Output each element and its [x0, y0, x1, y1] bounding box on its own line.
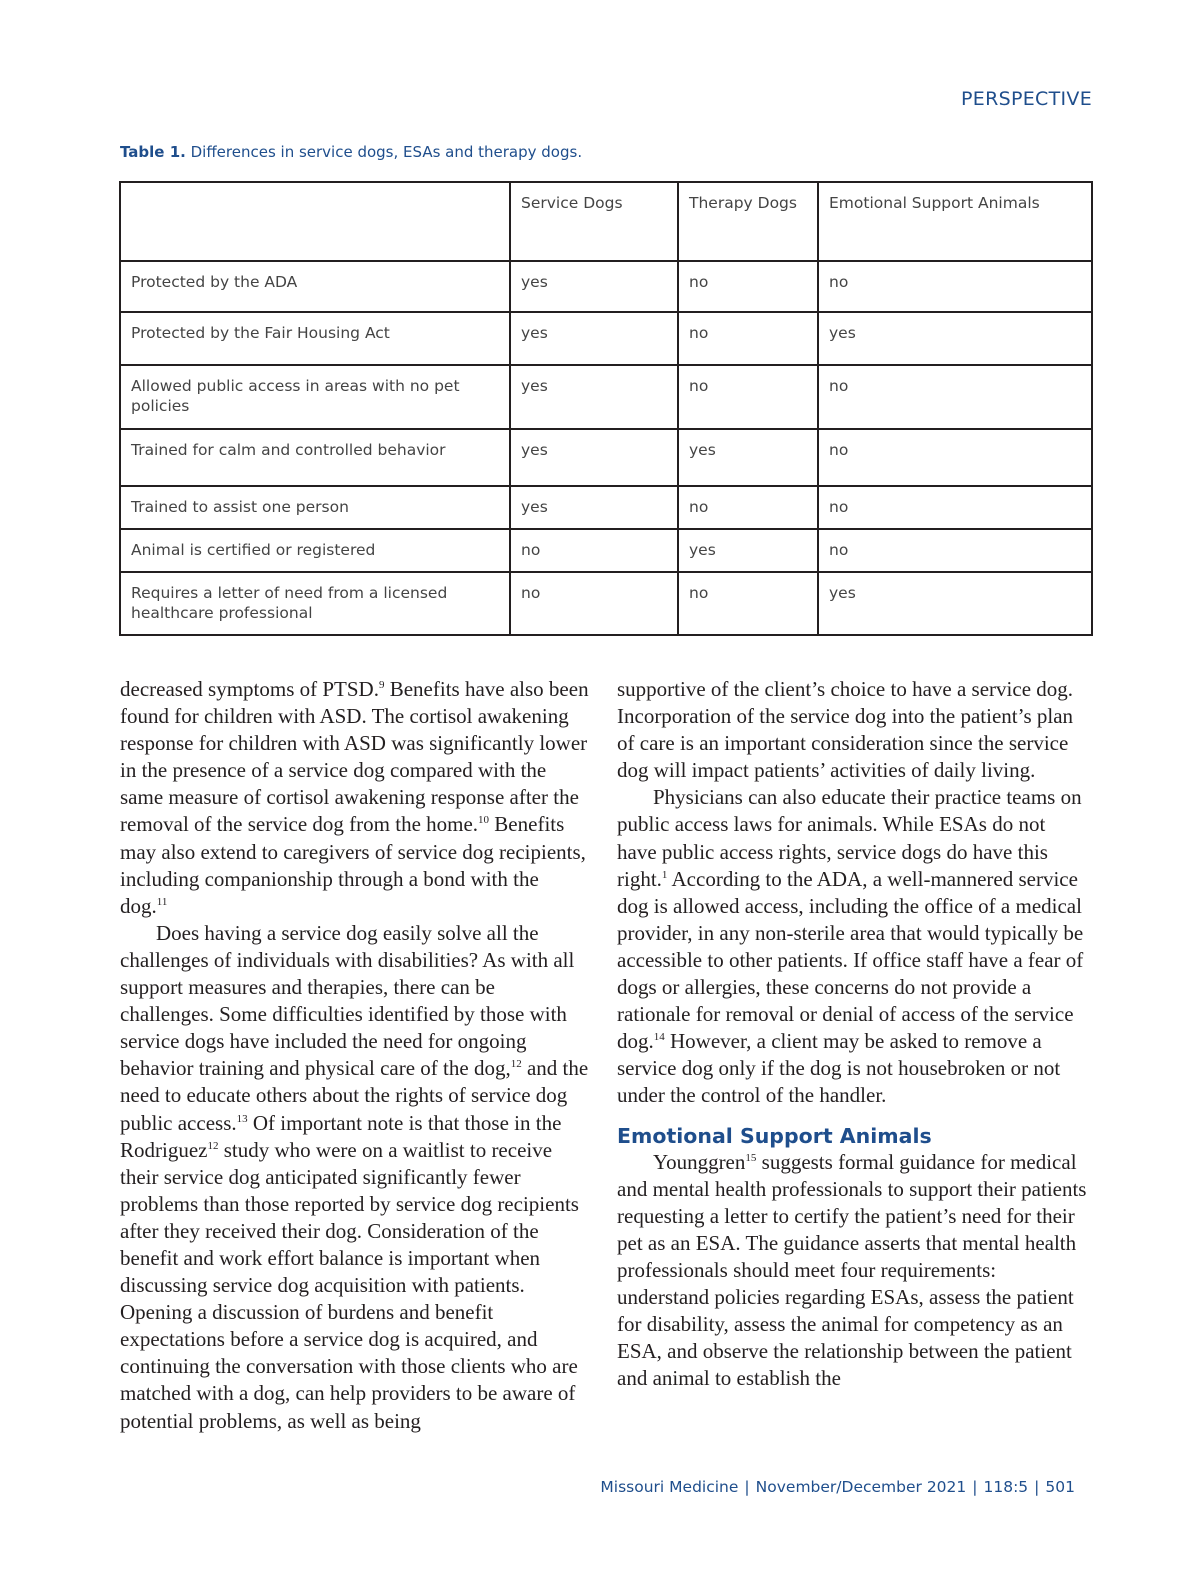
text-run: However, a client may be asked to remove a service dog only if the dog is not housebroken or not under the control of the handler.	[617, 1029, 1061, 1108]
citation-ref: 14	[653, 1031, 665, 1044]
row-label: Protected by the ADA	[120, 261, 510, 312]
body-column-left	[120, 676, 590, 1435]
journal-name: Missouri Medicine	[600, 1478, 739, 1496]
citation-ref: 15	[745, 1151, 757, 1164]
body-column-right	[617, 676, 1090, 1392]
section-label: PERSPECTIVE	[961, 88, 1092, 110]
volume-issue: 118:5	[983, 1478, 1029, 1496]
table-cell: yes	[818, 572, 1092, 635]
row-label: Trained to assist one person	[120, 486, 510, 529]
table-caption-text: Differences in service dogs, ESAs and therapy dogs.	[185, 143, 583, 161]
table-row	[120, 529, 1092, 572]
paragraph	[120, 676, 590, 920]
text-run: Benefits have also been found for children with ASD. The cortisol awakening response for children with ASD was significantly lower in the presence of a service dog compared with the same measure of cortisol awakening response after the removal of the service dog from the home.	[120, 677, 589, 837]
row-label: Requires a letter of need from a licensed healthcare professional	[120, 572, 510, 635]
page-number: 501	[1045, 1478, 1075, 1496]
row-label: Protected by the Fair Housing Act	[120, 312, 510, 365]
table-row	[120, 365, 1092, 429]
paragraph	[120, 920, 590, 1435]
table-header-row	[120, 182, 1092, 261]
citation-ref: 9	[378, 679, 385, 691]
table-row	[120, 429, 1092, 486]
table-cell: yes	[510, 486, 678, 529]
table-cell: no	[818, 529, 1092, 572]
table-cell: no	[678, 261, 818, 312]
table-row	[120, 486, 1092, 529]
paragraph: supportive of the client’s choice to have a service dog. Incorporation of the service dog into the patient’s plan of care is an important consideration since the service dog will impact patients’ activities of daily living.	[617, 677, 1074, 783]
table-row	[120, 261, 1092, 312]
row-label: Allowed public access in areas with no pet policies	[120, 365, 510, 429]
table-cell: yes	[818, 312, 1092, 365]
table-cell: yes	[510, 312, 678, 365]
table-cell: yes	[510, 261, 678, 312]
text-run: suggests formal guidance for medical and mental health professionals to support their patients requesting a letter to certify the patient’s need for their pet as an ESA. The guidance asserts that mental health professionals should meet four requirements: understand policies regarding ESAs, assess the patient for disability, assess the animal for competency as an ESA, and observe the relationship between the patient and animal to establish the	[617, 1149, 1087, 1391]
text-run: Of important note is that those in the Rodriguez	[120, 1110, 562, 1162]
text-run: Does having a service dog easily solve all the challenges of individuals with disabilities? As with all support measures and therapies, there can be challenges. Some difficulties identified by those with service dogs have included the need for ongoing behavior training and physical care of the dog,	[120, 920, 575, 1081]
section-heading: Emotional Support Animals	[617, 1123, 932, 1148]
footer-separator: |	[972, 1478, 978, 1496]
text-run: According to the ADA, a well-mannered service dog is allowed access, including the office of a medical provider, in any non-sterile area that would typically be accessible to other patients. If office staff have a fear of dogs or allergies, these concerns do not provide a rationale for removal or denial of access of the service dog.	[617, 866, 1084, 1054]
table-cell: no	[678, 486, 818, 529]
footer-separator: |	[1034, 1478, 1040, 1496]
citation-ref: 11	[156, 895, 168, 908]
page-footer	[600, 1478, 1075, 1496]
table-caption-label: Table 1.	[120, 143, 186, 161]
column-header: Therapy Dogs	[678, 182, 818, 261]
paragraph	[617, 784, 1090, 1109]
table-cell: yes	[678, 429, 818, 486]
table-cell: no	[818, 429, 1092, 486]
footer-separator: |	[744, 1478, 750, 1496]
text-run: Benefits may also extend to caregivers of service dog recipients, including companionship through a bond with the dog.	[120, 812, 586, 918]
table-cell: no	[818, 486, 1092, 529]
text-run: study who were on a waitlist to receive their service dog anticipated significantly fewer problems than those reported by service dog recipients after they received their dog. Consideration of the benefit and work effort balance is important when discussing service dog acquisition with patients. Opening a discussion of burdens and benefit expectations before a service dog is acquired, and continuing the conversation with those clients who are matched with a dog, can help providers to be aware of potential problems, as well as being	[120, 1137, 579, 1433]
table-row	[120, 312, 1092, 365]
table-cell: no	[818, 365, 1092, 429]
text-run: decreased symptoms of PTSD.	[120, 677, 379, 701]
column-header: Service Dogs	[510, 182, 678, 261]
column-header: Emotional Support Animals	[818, 182, 1092, 261]
table-cell: no	[678, 572, 818, 635]
citation-ref: 12	[510, 1058, 522, 1071]
text-run: Younggren	[653, 1149, 746, 1174]
paragraph	[617, 1149, 1090, 1393]
table-cell: no	[510, 572, 678, 635]
table-cell: yes	[678, 529, 818, 572]
table-cell: no	[510, 529, 678, 572]
citation-ref: 1	[661, 868, 668, 881]
row-label: Trained for calm and controlled behavior	[120, 429, 510, 486]
text-run: and the need to educate others about the rights of service dog public access.	[120, 1056, 589, 1135]
citation-ref: 10	[478, 814, 490, 827]
issue-date: November/December 2021	[755, 1478, 967, 1496]
table-cell: no	[818, 261, 1092, 312]
table-caption	[120, 143, 582, 161]
table-cell: no	[678, 312, 818, 365]
citation-ref: 13	[236, 1112, 248, 1125]
table-cell: yes	[510, 365, 678, 429]
table-cell: no	[678, 365, 818, 429]
table-row	[120, 572, 1092, 635]
text-run: Physicians can also educate their practice teams on public access laws for animals. While ESAs do not have public access rights, service dogs do have this right.	[617, 785, 1082, 891]
table-cell: yes	[510, 429, 678, 486]
comparison-table	[119, 181, 1093, 636]
column-header	[120, 182, 510, 261]
citation-ref: 12	[207, 1139, 219, 1152]
row-label: Animal is certified or registered	[120, 529, 510, 572]
